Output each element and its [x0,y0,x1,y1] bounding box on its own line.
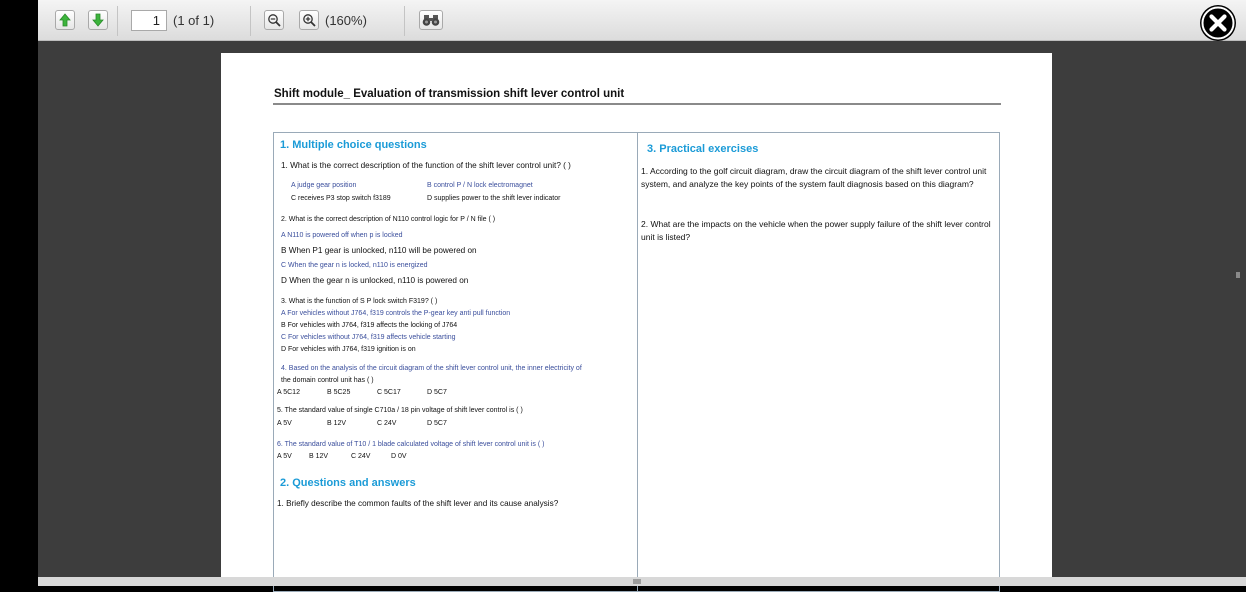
column-divider [637,133,638,591]
zoom-out-icon [267,13,281,27]
toolbar-separator [250,6,251,36]
option-line: D 5C7 [427,389,447,396]
question-line: 1. What is the correct description of the function of the shift lever control unit? ( ) [281,161,571,170]
section-heading-practical: 3. Practical exercises [647,143,759,155]
section-heading-mcq: 1. Multiple choice questions [280,139,427,151]
option-line: D 0V [391,453,407,460]
question-line: 3. What is the function of S P lock switch F319? ( ) [281,298,438,305]
arrow-down-icon [92,13,104,27]
option-line: C 5C17 [377,389,401,396]
next-page-button[interactable] [88,10,108,30]
close-button[interactable] [1200,5,1236,41]
question-line: 5. The standard value of single C710a / 18 pin voltage of shift lever control is ( ) [277,407,523,414]
section-heading-qa: 2. Questions and answers [280,477,416,489]
option-line: B 12V [309,453,329,460]
question-line: 1. Briefly describe the common faults of the shift lever and its cause analysis? [277,499,559,508]
prev-page-button[interactable] [55,10,75,30]
option-line: C For vehicles without J764, f319 affects vehicle starting [281,334,456,341]
option-line: A For vehicles without J764, f319 controls the P-gear key anti pull function [281,310,511,317]
content-box [273,132,1000,592]
document-title: Shift module_ Evaluation of transmission shift lever control unit [274,88,625,100]
left-black-margin [0,0,38,586]
title-divider [273,103,1001,105]
option-line: D For vehicles with J764, f319 ignition is on [281,346,416,353]
zoom-level-label: (160%) [325,13,367,28]
page-count-label: (1 of 1) [173,13,215,28]
option-line: C receives P3 stop switch f3189 [291,195,391,202]
pdf-toolbar [38,0,1246,41]
horizontal-scrollbar-grip[interactable] [633,579,641,584]
option-line: C 24V [351,453,371,460]
binoculars-icon [422,13,440,27]
option-line: A N110 is powered off when p is locked [281,232,403,239]
option-line: D 5C7 [427,420,447,427]
option-line: B For vehicles with J764, f319 affects the locking of J764 [281,322,458,329]
toolbar-separator [117,6,118,36]
option-line: B 5C25 [327,389,351,396]
document-page [221,53,1052,586]
arrow-up-icon [59,13,71,27]
zoom-in-button[interactable] [299,10,319,30]
option-line: C 24V [377,420,397,427]
zoom-out-button[interactable] [264,10,284,30]
question-line: 6. The standard value of T10 / 1 blade calculated voltage of shift lever control unit is ( ) [277,441,545,448]
exercise-text: 2. What are the impacts on the vehicle when the power supply failure of the shift lever control unit is listed? [641,219,991,242]
option-line: C When the gear n is locked, n110 is energized [281,262,428,269]
toolbar-separator [404,6,405,36]
option-line: B control P / N lock electromagnet [427,182,533,189]
horizontal-scrollbar[interactable] [38,577,1246,586]
page-number-input[interactable]: 1 [131,10,167,31]
option-line: B 12V [327,420,347,427]
option-line: A 5V [277,453,292,460]
option-line: B When P1 gear is unlocked, n110 will be powered on [281,246,477,255]
option-line: A judge gear position [291,182,357,189]
question-line: the domain control unit has ( ) [281,377,374,384]
question-line: 2. What is the correct description of N110 control logic for P / N file ( ) [281,216,496,223]
option-line: D supplies power to the shift lever indicator [427,195,561,202]
option-line: A 5V [277,420,292,427]
find-button[interactable] [419,10,443,30]
vertical-scrollbar-grip[interactable] [1236,272,1240,278]
option-line: D When the gear n is unlocked, n110 is powered on [281,276,469,285]
close-icon [1200,5,1236,41]
zoom-in-icon [302,13,316,27]
exercise-text: 1. According to the golf circuit diagram, draw the circuit diagram of the shift lever control unit system, and analyze the key points of the system fault diagnosis based on this diagram? [641,166,987,189]
question-line: 4. Based on the analysis of the circuit diagram of the shift lever control unit, the inner electricity of [281,365,582,372]
option-line: A 5C12 [277,389,300,396]
